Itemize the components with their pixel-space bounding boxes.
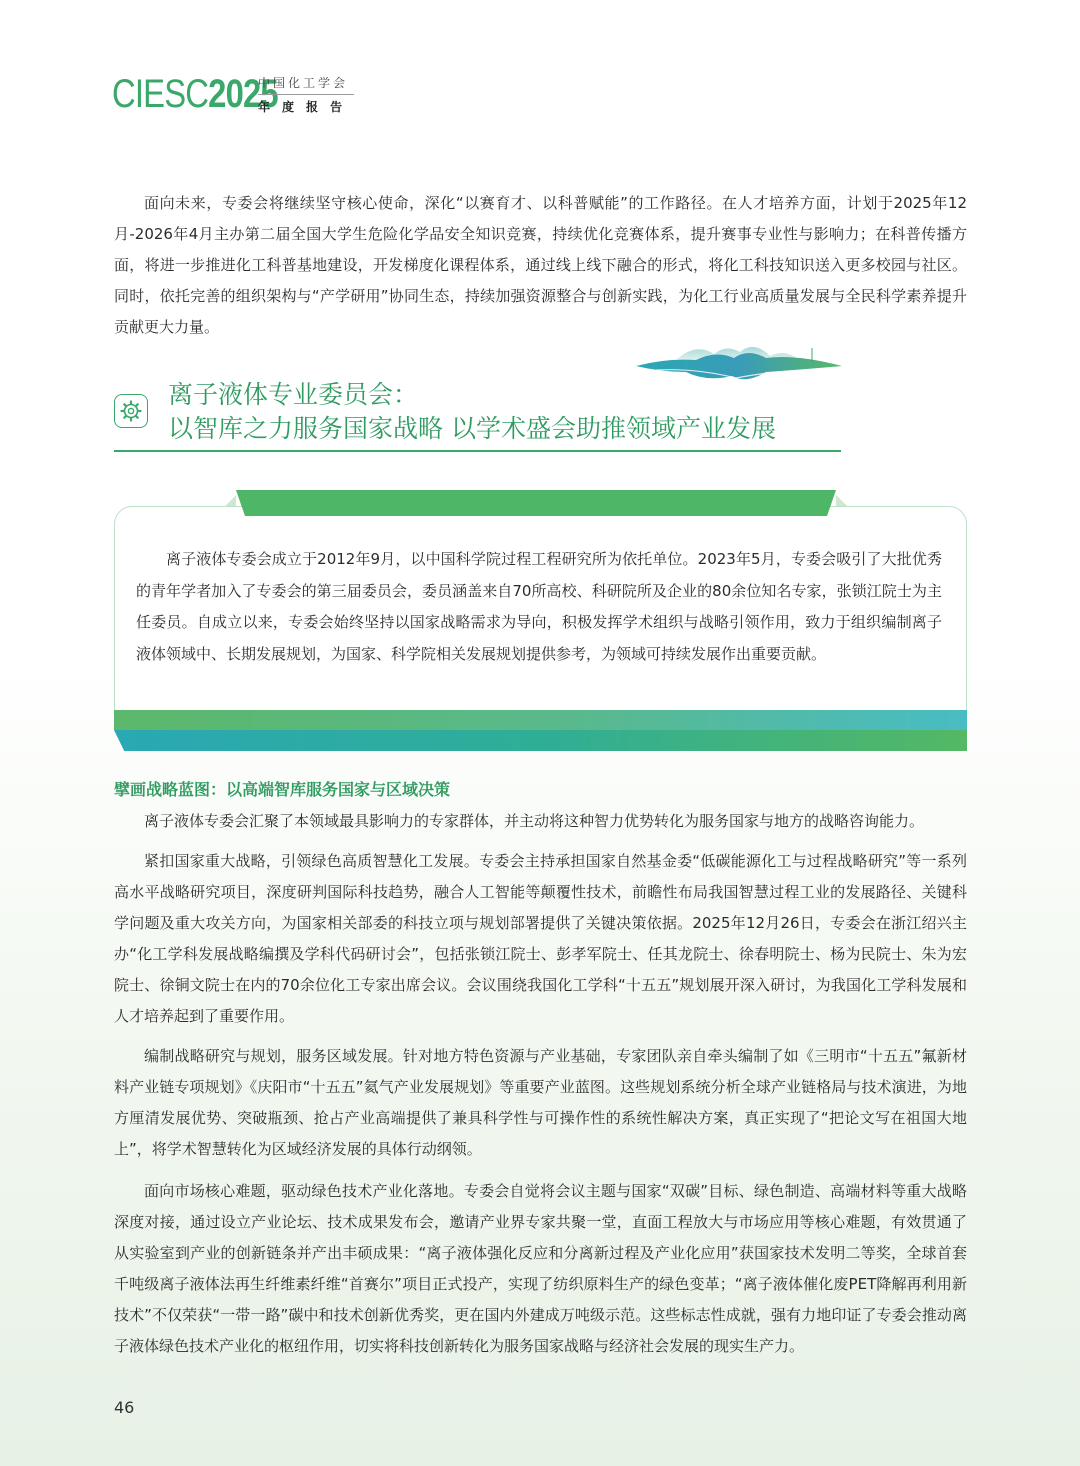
body-paragraph-4: 面向市场核心难题，驱动绿色技术产业化落地。专委会自觉将会议主题与国家“双碳”目标、绿色制造、高端材料等重大战略深度对接，通过设立产业论坛、技术成果发布会，邀请产业界专家共聚一堂，直面工程放大与市场应用等核心难题，有效贯通了从实验室到产业的创新链条并产出丰硕成果：“离子液体强化反应和分离新过程及产业化应用”获国家技术发明二等奖，全球首套千吨级离子液体法再生纤维素纤维“首赛尔”项目正式投产，实现了纺织原料生产的绿色变革；“离子液体催化废PET降解再利用新技术”不仅荣获“一带一路”碳中和技术创新优秀奖，更在国内外建成万吨级示范。这些标志性成就，强有力地印证了专委会推动离子液体绿色技术产业化的枢纽作用，切实将科技创新转化为服务国家战略与经济社会发展的现实生产力。 bbox=[114, 1182, 967, 1355]
intro-paragraph: 面向未来，专委会将继续坚守核心使命，深化“以赛育才、以科普赋能”的工作路径。在人才培养方面，计划于2025年12月-2026年4月主办第二届全国大学生危险化学品安全知识竞赛，持续优化竞赛体系，提升赛事专业性与影响力；在科普传播方面，将进一步推进化工科普基地建设，开发梯度化课程体系，通过线上线下融合的形式，将化工科技知识送入更多校园与社区。同时，依托完善的组织架构与“产学研用”协同生态，持续加强资源整合与创新实践，为化工行业高质量发展与全民科学素养提升贡献更大力量。 bbox=[114, 194, 967, 336]
card-band-top bbox=[114, 710, 967, 730]
brand-ciesc: CIESC bbox=[112, 71, 209, 116]
intro-card-text: 离子液体专委会成立于2012年9月，以中国科学院过程工程研究所为依托单位。2023年5月，专委会吸引了大批优秀的青年学者加入了专委会的第三届委员会，委员涵盖来自70所高校、科研院所及企业的80余位知名专家，张锁江院士为主任委员。自成立以来，专委会始终坚持以国家战略需求为导向，积极发挥学术组织与战略引领作用，致力于组织编制离子液体领域中、长期发展规划，为国家、科学院相关发展规划提供参考，为领域可持续发展作出重要贡献。 bbox=[136, 550, 942, 663]
gear-icon bbox=[114, 394, 148, 428]
card-tab bbox=[236, 490, 836, 516]
subheading: 擘画战略蓝图：以高端智库服务国家与区域决策 bbox=[114, 780, 451, 799]
card-band-bottom bbox=[114, 730, 967, 751]
brand-logo bbox=[112, 72, 278, 117]
body-paragraph-3: 编制战略研究与规划，服务区域发展。针对地方特色资源与产业基础，专家团队亲自牵头编制了如《三明市“十五五”氟新材料产业链专项规划》《庆阳市“十五五”氦气产业发展规划》等重要产业蓝图。这些规划系统分析全球产业链格局与技术演进，为地方厘清发展优势、突破瓶颈、抢占产业高端提供了兼具科学性与可操作性的系统性解决方案，真正实现了“把论文写在祖国大地上”，将学术智慧转化为区域经济发展的具体行动纲领。 bbox=[114, 1047, 967, 1158]
brand-year: 2025 bbox=[208, 71, 278, 116]
page-number: 46 bbox=[114, 1398, 135, 1417]
section-title bbox=[168, 378, 776, 446]
section-title-line1: 离子液体专业委员会： bbox=[168, 380, 419, 409]
section-title-line2: 以智库之力服务国家战略 以学术盛会助推领域产业发展 bbox=[168, 414, 776, 443]
section-divider bbox=[114, 450, 841, 452]
report-label: 年度报告 bbox=[258, 100, 355, 114]
body-paragraph-2: 紧扣国家重大战略，引领绿色高质智慧化工发展。专委会主持承担国家自然基金委“低碳能源化工与过程战略研究”等一系列高水平战略研究项目，深度研判国际科技趋势，融合人工智能等颠覆性技术，前瞻性布局我国智慧过程工业的发展路径、关键科学问题及重大攻关方向，为国家相关部委的科技立项与规划部署提供了关键决策依据。2025年12月26日，专委会在浙江绍兴主办“化工学科发展战略编撰及学科代码研讨会”，包括张锁江院士、彭孝军院士、任其龙院士、徐春明院士、杨为民院士、朱为宏院士、徐铜文院士在内的70余位化工专家出席会议。会议围绕我国化工学科“十五五”规划展开深入研讨，为我国化工学科发展和人才培养起到了重要作用。 bbox=[114, 852, 967, 1025]
org-name: 中国化工学会 bbox=[258, 74, 354, 95]
body-paragraph-1: 离子液体专委会汇聚了本领域最具影响力的专家群体，并主动将这种智力优势转化为服务国家与地方的战略咨询能力。 bbox=[144, 812, 925, 830]
report-header bbox=[112, 71, 355, 116]
brand-subtitle bbox=[258, 74, 354, 115]
